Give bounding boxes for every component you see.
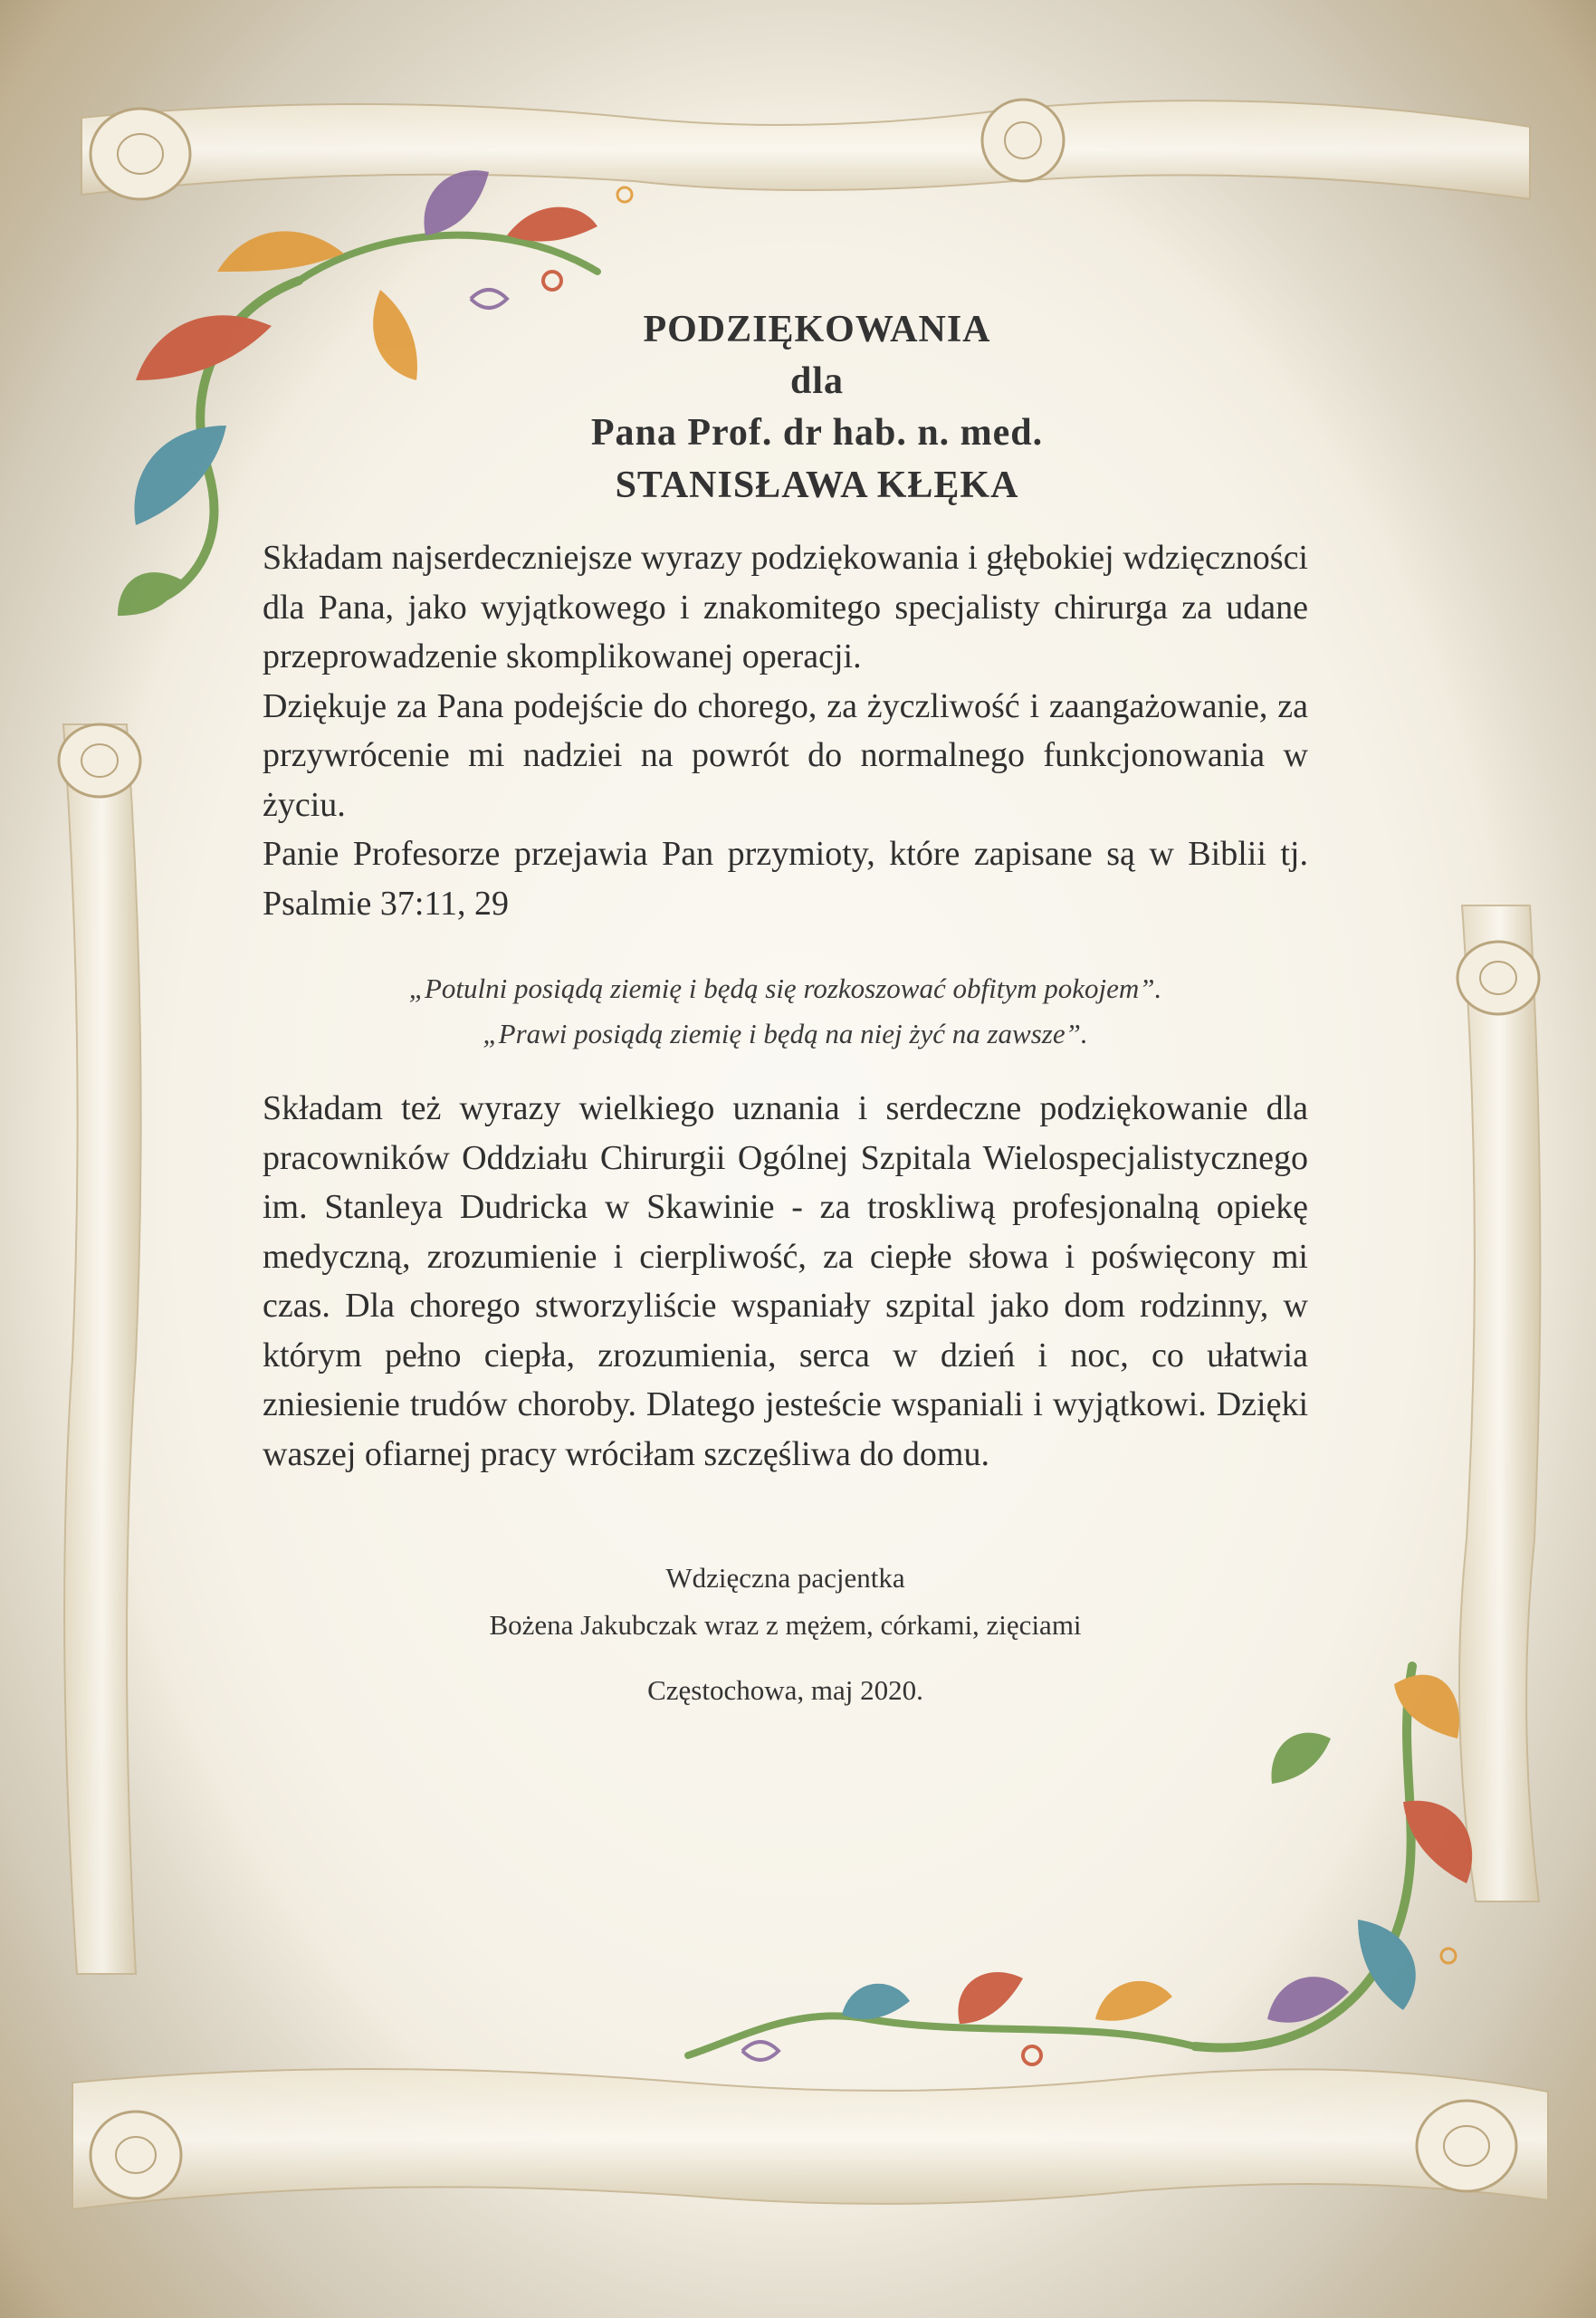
paragraph-thanks: Składam najserdeczniejsze wyrazy podziękowania i głębokiej wdzięczności dla Pana, jako wyjątkowego i znakomitego specjalisty chirurga za udane przeprowadzenie skomplikowanej operacji.: [263, 539, 1308, 675]
paragraph-approach: Dziękuje za Pana podejście do chorego, za życzliwość i zaangażowanie, za przywrócenie mi nadziei na powrót do normalnego funkcjonowania w życiu.: [263, 686, 1308, 824]
recipient-title: Pana Prof. dr hab. n. med.: [590, 412, 1044, 454]
signature-role: Wdzięczna pacjentka: [665, 1562, 905, 1594]
letter-body: [263, 303, 1308, 1714]
place-date: Częstochowa, maj 2020.: [647, 1674, 923, 1706]
bible-quotes: [263, 966, 1308, 1057]
paragraph-bible-reference: Panie Profesorze przejawia Pan przymioty, które zapisane są w Biblii tj. Psalmie 37:11, 29: [263, 835, 1308, 923]
signature-name: Bożena Jakubczak wraz z mężem, córkami, zięciami: [489, 1609, 1082, 1641]
quote-line-2: „Prawi posiądą ziemię i będą na niej żyć na zawsze”.: [483, 1018, 1088, 1049]
letter-title: PODZIĘKOWANIA: [643, 309, 991, 350]
paragraph-staff-thanks: Składam też wyrazy wielkiego uznania i serdeczne podziękowanie dla pracowników Oddziału Chirurgii Ogólnej Szpitala Wielospecjalistycznego im. Stanleya Dudricka w Skawinie - za troskliwą profesjonalną opiekę medyczną, zrozumienie i cierpliwość, za ciepłe słowa i poświęcony mi czas. Dla chorego stworzyliście wspaniały szpital jako dom rodzinny, w którym pełno ciepła, zrozumienia, serca w dzień i noc, co ułatwia zniesienie trudów choroby. Dlatego jesteście wspaniali i wyjątkowi. Dzięki waszej ofiarnej pracy wróciłam szczęśliwa do domu.: [263, 1089, 1308, 1473]
recipient-name: STANISŁAWA KŁĘKA: [615, 465, 1019, 506]
letter-title-for: dla: [789, 360, 845, 402]
quote-line-1: „Potulni posiądą ziemię i będą się rozkoszować obfitym pokojem”.: [408, 972, 1162, 1004]
signature-block: [263, 1555, 1308, 1714]
